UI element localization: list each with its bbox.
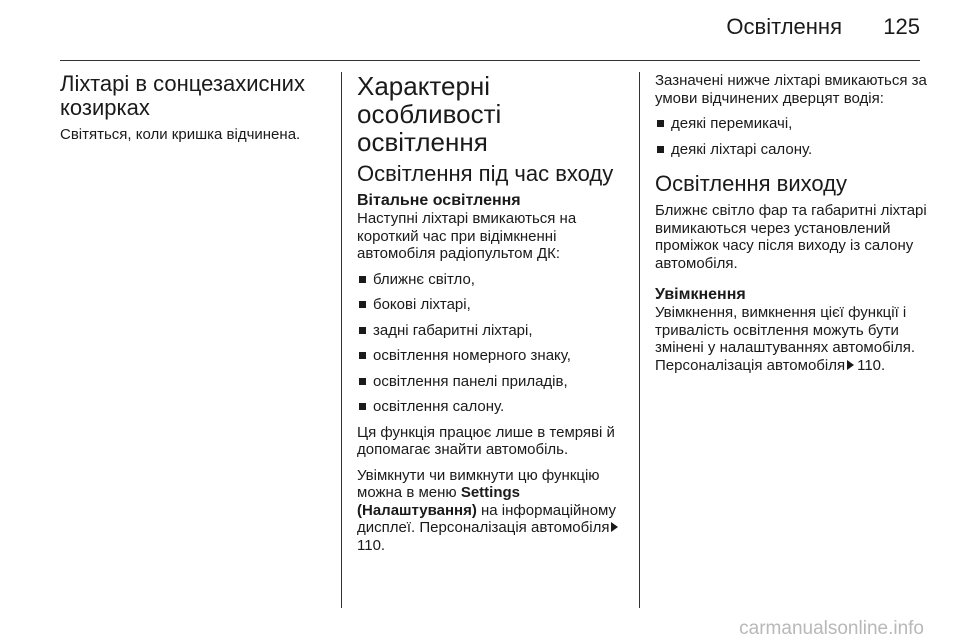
- column-divider: [341, 72, 342, 608]
- watermark: carmanualsonline.info: [739, 618, 924, 639]
- square-bullet-icon: [359, 378, 366, 385]
- square-bullet-icon: [359, 403, 366, 410]
- list-item: деякі перемикачі,: [655, 115, 930, 133]
- welcome-lighting-heading: Вітальне освітлення: [357, 192, 521, 209]
- visor-lights-heading: Ліхтарі в сонцезахисних козирках: [60, 71, 305, 120]
- arrow-reference-icon: [847, 360, 854, 370]
- welcome-lights-list: [357, 271, 627, 416]
- list-item: деякі ліхтарі салону.: [655, 141, 930, 159]
- square-bullet-icon: [359, 327, 366, 334]
- activation-heading: Увімкнення: [655, 286, 746, 303]
- visor-lights-text: Світяться, коли кришка відчинена.: [60, 126, 301, 143]
- square-bullet-icon: [359, 276, 366, 283]
- list-item: освітлення салону.: [357, 398, 627, 416]
- entry-lighting-heading: Освітлення під час входу: [357, 161, 614, 186]
- exit-lighting-heading: Освітлення виходу: [655, 171, 847, 196]
- column-divider: [639, 72, 640, 608]
- list-item: ближнє світло,: [357, 271, 627, 289]
- column-3: [655, 72, 930, 382]
- list-item: задні габаритні ліхтарі,: [357, 322, 627, 340]
- list-item: бокові ліхтарі,: [357, 296, 627, 314]
- list-item: освітлення номерного знаку,: [357, 347, 627, 365]
- activation-text: Увімкнення, вимкнення цієї функції і тривалість освітлення можуть бути змінені у налаштуваннях автомобіля. Персоналізація автомобіля 110.: [655, 304, 916, 374]
- lighting-features-heading: Характерні особливості освітлення: [357, 71, 502, 157]
- column-2: [357, 72, 627, 562]
- square-bullet-icon: [359, 352, 366, 359]
- arrow-reference-icon: [611, 522, 618, 532]
- page-number: 125: [883, 14, 920, 39]
- dark-function-text: Ця функція працює лише в темряві й допомагає знайти автомобіль.: [357, 423, 615, 458]
- column-1: [60, 72, 335, 152]
- settings-text: Увімкнути чи вимкнути цю функцію можна в меню Settings (Налаштування) на інформаційному дисплеї. Персоналізація автомобіля110.: [357, 467, 627, 555]
- square-bullet-icon: [359, 301, 366, 308]
- square-bullet-icon: [657, 146, 664, 153]
- page-reference: 110.: [357, 536, 386, 554]
- page-reference: 110.: [857, 356, 886, 374]
- square-bullet-icon: [657, 120, 664, 127]
- section-title: Освітлення: [726, 14, 842, 39]
- door-lights-list: [655, 115, 930, 158]
- settings-menu-name: Settings (Налаштування): [357, 484, 520, 519]
- exit-lighting-text: Ближнє світло фар та габаритні ліхтарі вимикаються через установлений проміжок часу після виходу із салону автомобіля.: [655, 202, 927, 272]
- driver-door-intro: Зазначені нижче ліхтарі вмикаються за умови відчинених дверцят водія:: [655, 72, 927, 107]
- list-item: освітлення панелі приладів,: [357, 373, 627, 391]
- welcome-intro-text: Наступні ліхтарі вмикаються на короткий час при відімкненні автомобіля радіопультом ДК:: [357, 210, 577, 262]
- page-header: [60, 0, 920, 61]
